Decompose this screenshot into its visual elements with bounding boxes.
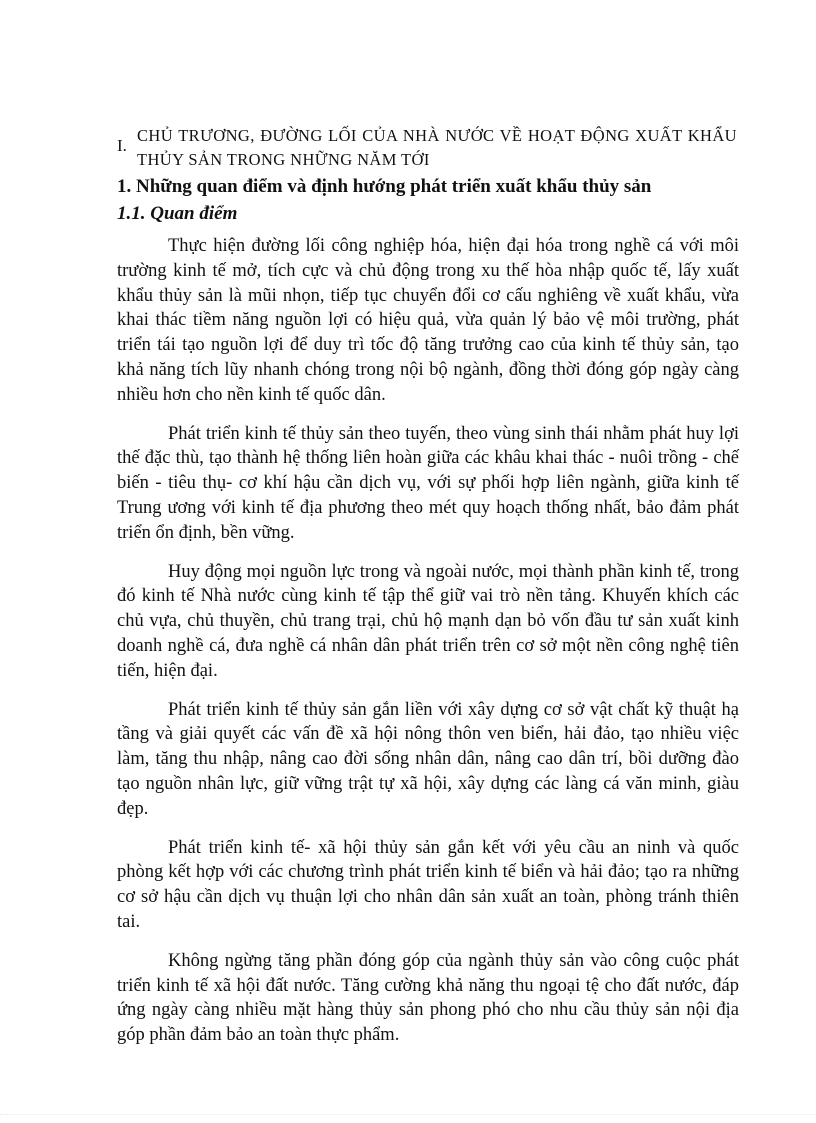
chapter-heading [117,124,739,172]
paragraph: Huy động mọi nguồn lực trong và ngoài nước, mọi thành phần kinh tế, trong đó kinh tế Nhà nước cùng kinh tế tập thể giữ vai trò nền tảng. Khuyến khích các chủ vựa, chủ thuyền, chủ trang trại, chủ hộ mạnh dạn bỏ vốn đầu tư sản xuất kinh doanh nghề cá, đưa nghề cá nhân dân phát triển trên cơ sở một nền công nghệ tiên tiến, hiện đại. [117,561,739,681]
paragraph: Không ngừng tăng phần đóng góp của ngành thủy sản vào công cuộc phát triển kinh tế xã hội đất nước. Tăng cường khả năng thu ngoại tệ cho đất nước, đáp ứng ngày càng nhiều mặt hàng thủy sản phong phó cho nhu cầu thủy sản nội địa góp phần đảm bảo an toàn thực phẩm. [117,950,739,1046]
paragraph: Thực hiện đường lối công nghiệp hóa, hiện đại hóa trong nghề cá với môi trường kinh tế mở, tích cực và chủ động trong xu thế hòa nhập quốc tế, lấy xuất khẩu thủy sản là mũi nhọn, tiếp tục chuyển đổi cơ cấu nghiêng về xuất khẩu, vừa khai thác tiềm năng nguồn lợi có hiệu quả, vừa quản lý bảo vệ môi trường, phát triển tái tạo nguồn lợi để duy trì tốc độ tăng trưởng cao của kinh tế thủy sản, tạo khả năng tích lũy nhanh chóng trong nội bộ ngành, đồng thời đóng góp ngày càng nhiều hơn cho nền kinh tế quốc dân. [117,236,739,405]
section-heading: 1. Những quan điểm và định hướng phát triển xuất khẩu thủy sản [117,176,652,197]
chapter-title: CHỦ TRƯƠNG, ĐƯỜNG LỐI CỦA NHÀ NƯỚC VỀ HOẠT ĐỘNG XUẤT KHẨU THỦY SẢN TRONG NHỮNG NĂM TỚI [137,126,737,169]
body-text [117,234,739,1062]
paragraph: Phát triển kinh tế thủy sản gắn liền với xây dựng cơ sở vật chất kỹ thuật hạ tầng và giải quyết các vấn đề xã hội nông thôn ven biển, hải đảo, tạo nhiều việc làm, tăng thu nhập, nâng cao đời sống nhân dân, nâng cao dân trí, bồi dưỡng đào tạo nguồn nhân lực, giữ vững trật tự xã hội, xây dựng các làng cá văn minh, giàu đẹp. [117,699,739,819]
paragraph: Phát triển kinh tế thủy sản theo tuyến, theo vùng sinh thái nhằm phát huy lợi thế đặc thù, tạo thành hệ thống liên hoàn giữa các khâu khai thác - nuôi trồng - chế biến - tiêu thụ- cơ khí hậu cần dịch vụ, với sự phối hợp liên ngành, giữa kinh tế Trung ương với kinh tế địa phương theo mét quy hoạch thống nhất, bảo đảm phát triển ổn định, bền vững. [117,423,739,543]
page-bottom-divider [0,1114,816,1115]
subsection-heading: 1.1. Quan điểm [117,203,238,224]
paragraph: Phát triển kinh tế- xã hội thủy sản gắn kết với yêu cầu an ninh và quốc phòng kết hợp với các chương trình phát triển kinh tế biển và hải đảo; tạo ra những cơ sở hậu cần dịch vụ thuận lợi cho nhân dân sản xuất an toàn, phòng tránh thiên tai. [117,837,739,932]
chapter-number: I. [117,136,127,155]
